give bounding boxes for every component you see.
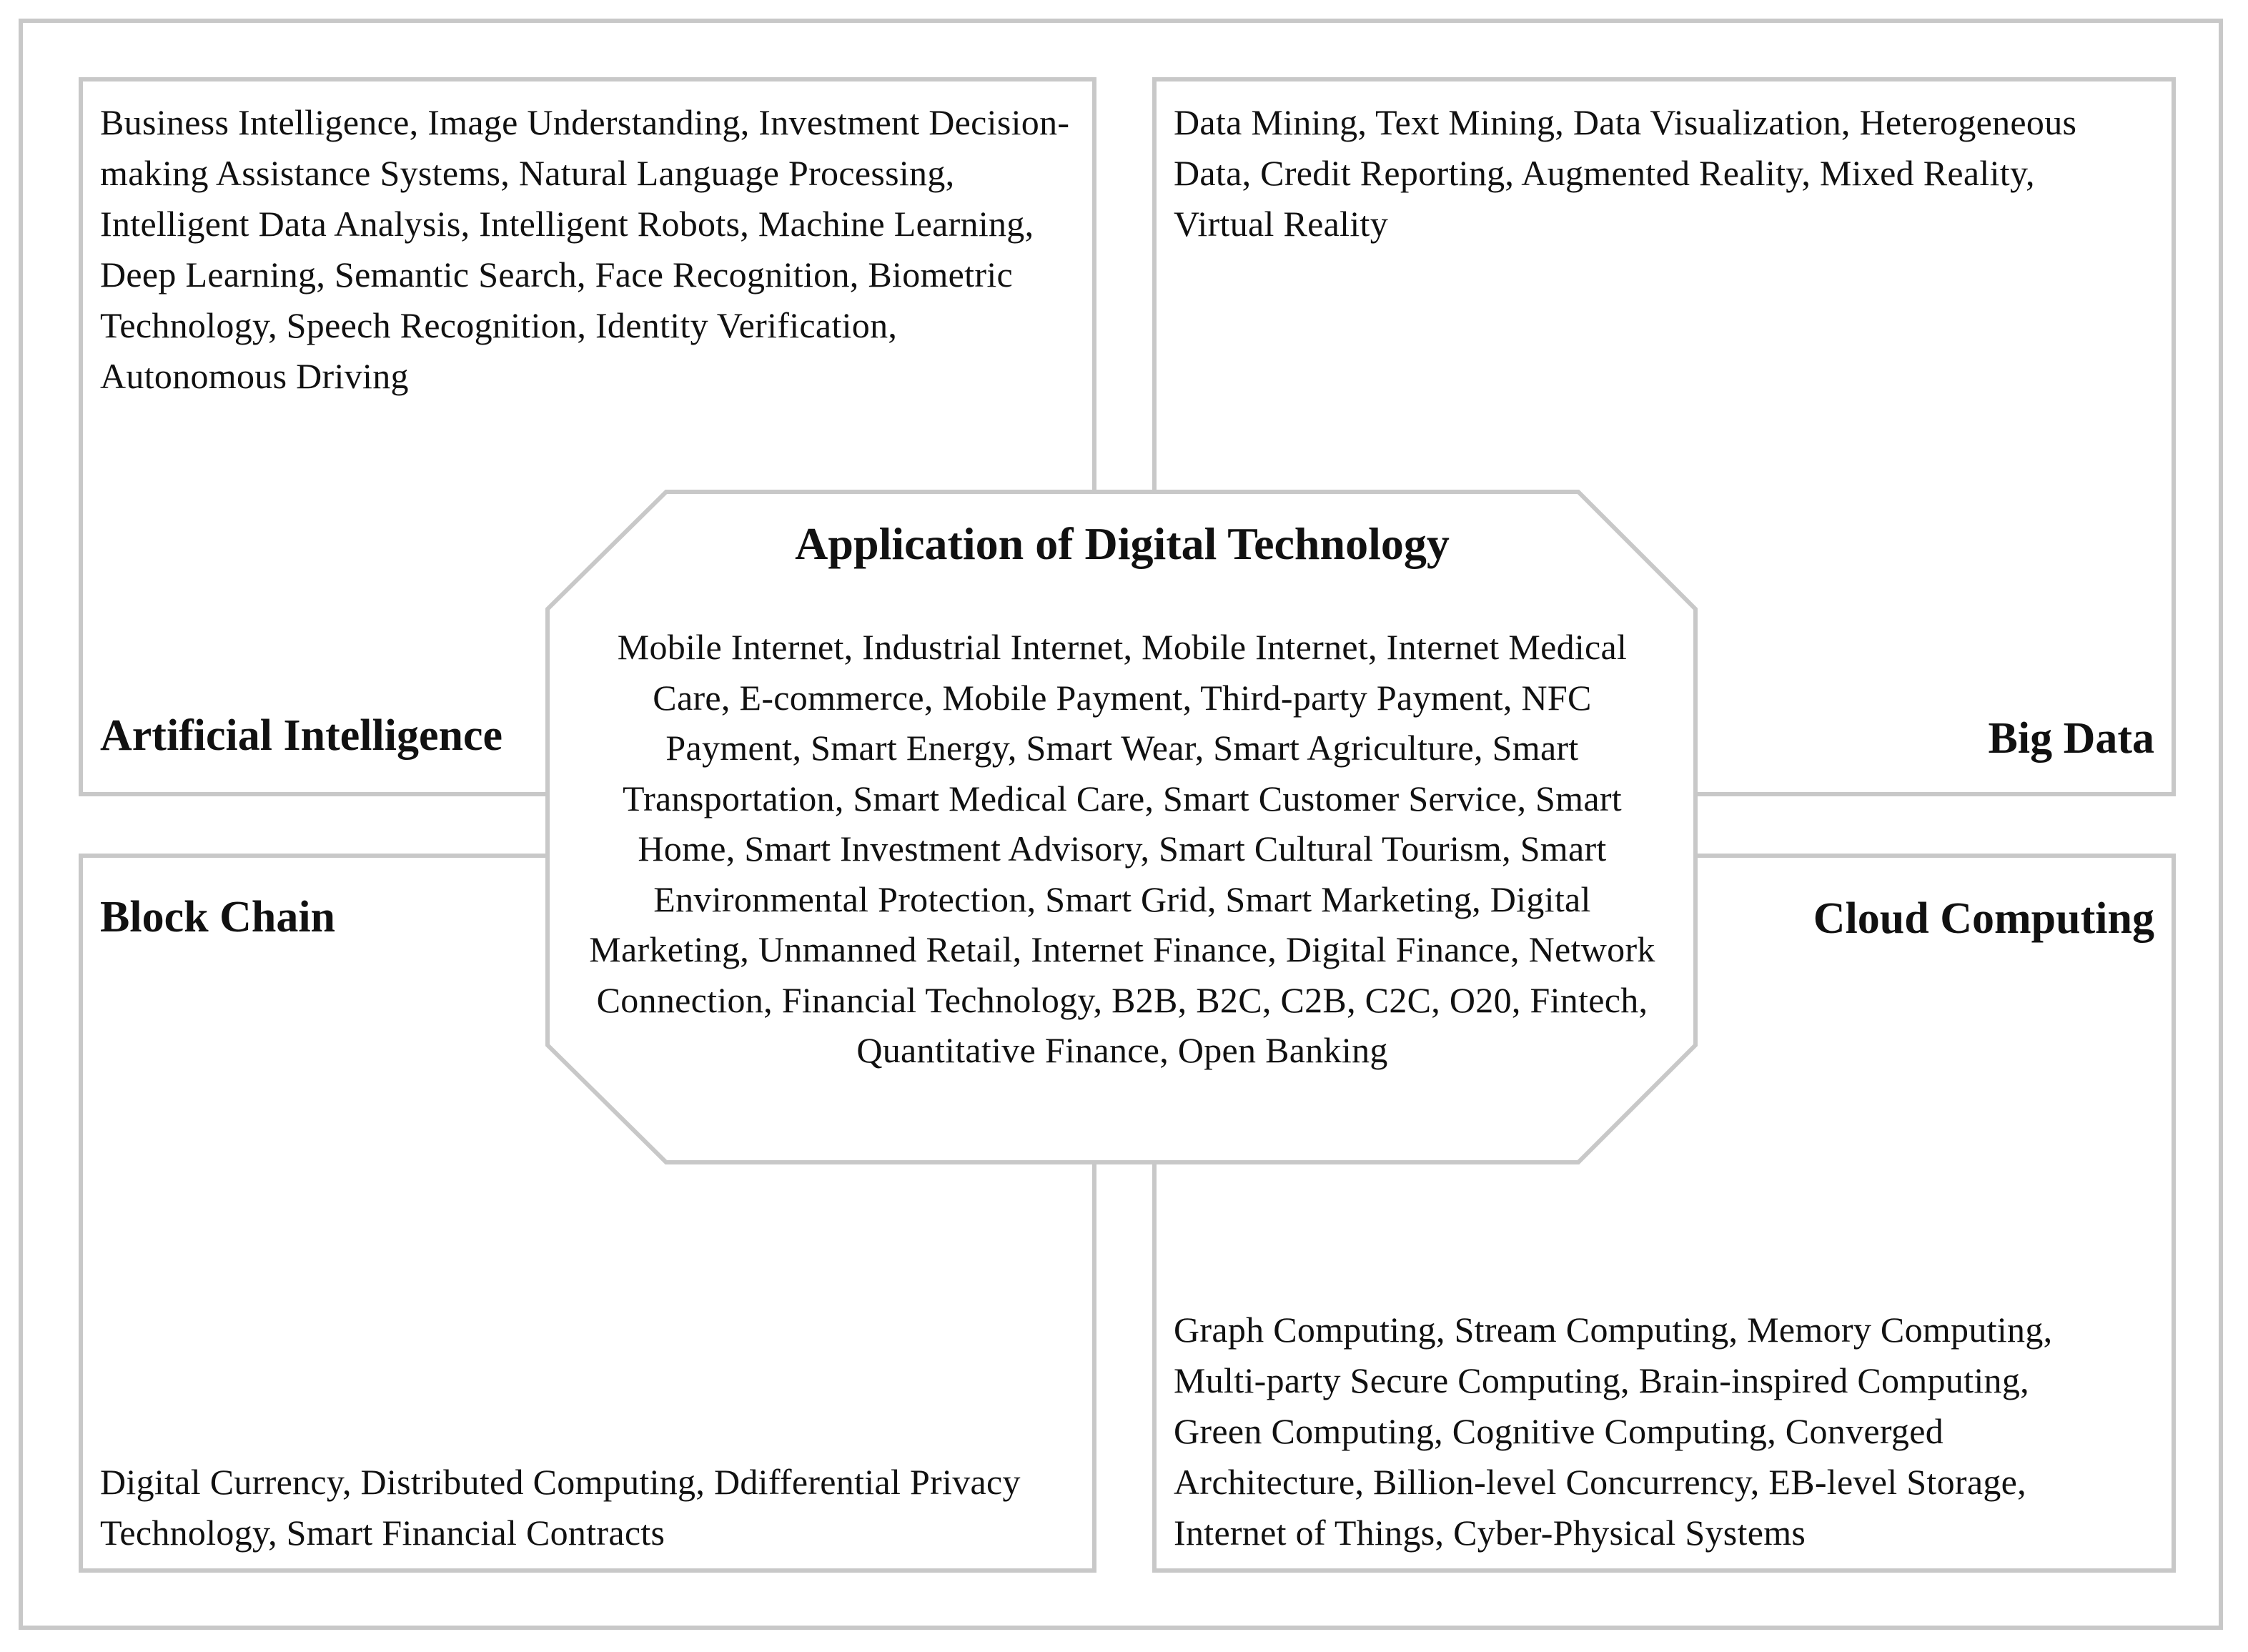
- center-title: Application of Digital Technology: [795, 518, 1450, 569]
- artificial-intelligence-terms: Business Intelligence, Image Understanding, Investment Decision-making Assistance Systems, Natural Language Processing, Intelligent Data Analysis, Intelligent Robots, Machine Learning, Deep Learning, Semantic Search, Face Recognition, Biometric Technology, Speech Recognition, Identity Verification, Autonomous Driving: [100, 102, 1070, 396]
- artificial-intelligence-title: Artificial Intelligence: [100, 711, 502, 760]
- block-chain-title: Block Chain: [100, 893, 336, 941]
- cloud-computing-title: Cloud Computing: [1813, 894, 2154, 943]
- cloud-computing-terms: Graph Computing, Stream Computing, Memory Computing, Multi-party Secure Computing, Brain-inspired Computing, Green Computing, Cognitive Computing, Converged Architecture, Billion-level Concurrency, EB-level Storage, Internet of Things, Cyber-Physical Systems: [1174, 1310, 2053, 1553]
- block-chain-terms: Digital Currency, Distributed Computing, Ddifferential Privacy Technology, Smart Financial Contracts: [100, 1462, 1021, 1553]
- big-data-title: Big Data: [1988, 714, 2154, 763]
- big-data-terms: Data Mining, Text Mining, Data Visualization, Heterogeneous Data, Credit Reporting, Augmented Reality, Mixed Reality, Virtual Reality: [1174, 102, 2077, 244]
- center-content: [572, 493, 1673, 1158]
- center-terms: Mobile Internet, Industrial Internet, Mobile Internet, Internet Medical Care, E-commerce, Mobile Payment, Third-party Payment, NFC Payment, Smart Energy, Smart Wear, Smart Agriculture, Smart Transportation, Smart Medical Care, Smart Customer Service, Smart Home, Smart Investment Advisory, Smart Cultural Tourism, Smart Environmental Protection, Smart Grid, Smart Marketing, Digital Marketing, Unmanned Retail, Internet Finance, Digital Finance, Network Connection, Financial Technology, B2B, B2C, C2B, C2C, O20, Fintech, Quantitative Finance, Open Banking: [589, 627, 1655, 1070]
